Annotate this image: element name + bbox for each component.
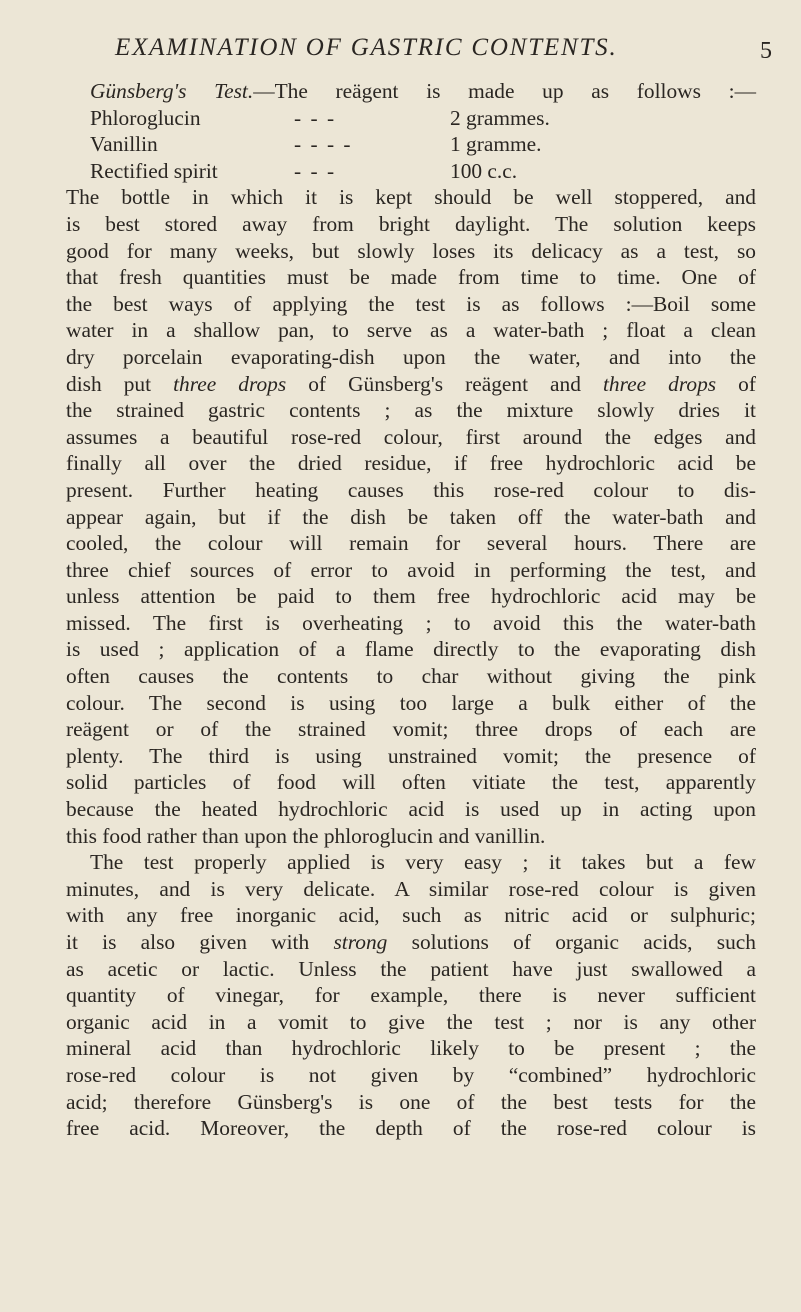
paragraph-line: The bottle in which it is kept should be well stoppered, and: [66, 185, 756, 210]
recipe-row: [66, 131, 756, 158]
paragraph-line: this food rather than upon the phloroglucin and vanillin.: [66, 823, 546, 848]
paragraph-line: missed. The first is overheating ; to avoid this the water-bath: [66, 610, 756, 635]
page-number: 5: [760, 38, 772, 64]
text-run: solutions of organic acids, such: [411, 930, 756, 954]
paragraph-line: with any free inorganic acid, such as nitric acid or sulphuric;: [66, 903, 756, 928]
emphasis-run: three drops: [602, 371, 717, 396]
paragraph-line: the strained gastric contents ; as the mixture slowly dries it: [66, 398, 756, 423]
paragraph-line: is used ; application of a flame directly to the evaporating dish: [66, 637, 756, 662]
paragraph-line: rose-red colour is not given by “combined” hydrochloric: [66, 1062, 756, 1087]
paragraph-line: plenty. The third is using unstrained vomit; the presence of: [66, 743, 756, 768]
paragraph-line: solid particles of food will often vitiate the test, apparently: [66, 770, 756, 795]
intro-line: [66, 78, 756, 105]
emphasis-run: three drops: [173, 371, 287, 396]
paragraph-line: dry porcelain evaporating-dish upon the water, and into the: [66, 344, 756, 369]
paragraph-line: that fresh quantities must be made from time to time. One of: [66, 265, 756, 290]
recipe-leader: - - -: [294, 158, 337, 183]
body-text: [66, 78, 756, 1142]
paragraph-line: [66, 929, 756, 956]
running-title: EXAMINATION OF GASTRIC CONTENTS.: [115, 34, 618, 61]
recipe-leader: - - -: [294, 105, 337, 130]
recipe-quantity: 100 c.c.: [450, 158, 518, 183]
recipe-row: [66, 158, 756, 185]
paragraph-line: free acid. Moreover, the depth of the rose-red colour is: [66, 1116, 756, 1141]
paragraph-line: the best ways of applying the test is as follows :—Boil some: [66, 291, 756, 316]
paragraph-line: unless attention be paid to them free hydrochloric acid may be: [66, 584, 756, 609]
paragraph-line: as acetic or lactic. Unless the patient have just swallowed a: [66, 956, 756, 981]
intro-text: —The reägent is made up as follows :—: [253, 79, 756, 103]
recipe-leader: - - - -: [294, 132, 353, 157]
paragraph-line: because the heated hydrochloric acid is used up in acting upon: [66, 797, 756, 822]
paragraph-line: colour. The second is using too large a bulk either of the: [66, 690, 756, 715]
text-run: of Günsberg's reägent and: [308, 371, 581, 396]
text-run: it is also given with: [66, 930, 310, 954]
paragraph-line: quantity of vinegar, for example, there is never sufficient: [66, 983, 756, 1008]
paragraph-line: organic acid in a vomit to give the test ; nor is any other: [66, 1009, 756, 1034]
paragraph-line: present. Further heating causes this rose-red colour to dis-: [66, 477, 756, 502]
emphasis-run: strong: [333, 930, 388, 954]
recipe-quantity: 2 grammes.: [450, 105, 550, 130]
test-heading: Günsberg's Test.: [90, 79, 254, 103]
paragraph-line: three chief sources of error to avoid in performing the test, and: [66, 557, 756, 582]
recipe-quantity: 1 gramme.: [450, 132, 542, 157]
text-run: dish put: [66, 371, 152, 396]
paragraph-line: reägent or of the strained vomit; three drops of each are: [66, 717, 756, 742]
paragraph-line: good for many weeks, but slowly loses its delicacy as a test, so: [66, 238, 756, 263]
paragraph-line: appear again, but if the dish be taken off the water-bath and: [66, 504, 756, 529]
paragraph-line: finally all over the dried residue, if free hydrochloric acid be: [66, 451, 756, 476]
paragraph-line: minutes, and is very delicate. A similar rose-red colour is given: [66, 876, 756, 901]
paragraph-line: water in a shallow pan, to serve as a water-bath ; float a clean: [66, 318, 756, 343]
paragraph-line: mineral acid than hydrochloric likely to be present ; the: [66, 1036, 756, 1061]
paragraph-line: cooled, the colour will remain for several hours. There are: [66, 531, 756, 556]
recipe-row: [66, 105, 756, 132]
paragraph-line: acid; therefore Günsberg's is one of the best tests for the: [66, 1089, 756, 1114]
paragraph-line: assumes a beautiful rose-red colour, first around the edges and: [66, 424, 756, 449]
recipe-ingredient: Vanillin: [90, 132, 158, 157]
paragraph-line: The test properly applied is very easy ; it takes but a few: [90, 850, 756, 875]
recipe-ingredient: Rectified spirit: [90, 158, 218, 183]
recipe-ingredient: Phloroglucin: [90, 105, 201, 130]
running-head: [0, 34, 801, 70]
text-run: of: [738, 371, 756, 396]
paragraph-line: is best stored away from bright daylight. The solution keeps: [66, 211, 756, 236]
paragraph-line: often causes the contents to char without giving the pink: [66, 664, 756, 689]
paragraph-line: [66, 371, 756, 398]
